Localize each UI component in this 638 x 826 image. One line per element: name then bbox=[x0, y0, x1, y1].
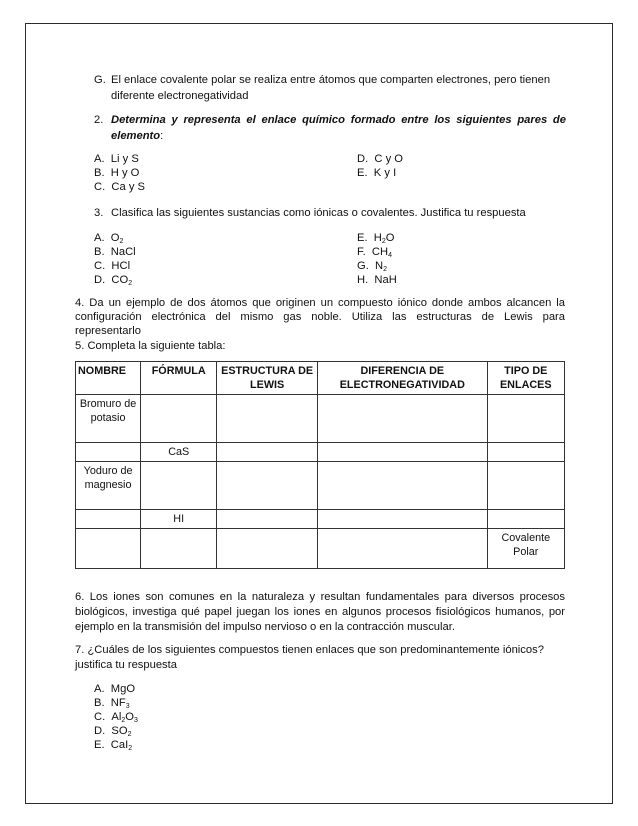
q3-option-g: G. $N_2$ bbox=[357, 260, 388, 273]
table-cell: CaS bbox=[141, 443, 217, 462]
table-cell bbox=[217, 529, 318, 569]
q4-line3: representarlo bbox=[75, 325, 141, 337]
q2-marker: 2. bbox=[94, 114, 104, 126]
q3-marker: 3. bbox=[94, 207, 104, 219]
item-g-line2: diferente electronegatividad bbox=[111, 90, 249, 102]
table-row bbox=[76, 462, 565, 510]
q7-line1: 7. ¿Cuáles de los siguientes compuestos tienen enlaces que son predominantemente iónicos? bbox=[75, 644, 544, 656]
table-row bbox=[76, 395, 565, 443]
table-cell bbox=[76, 443, 141, 462]
q7-option-e: E. CaI$_2$ bbox=[94, 739, 133, 752]
q2-option-b: B. H y O bbox=[94, 167, 140, 179]
table-cell bbox=[217, 462, 318, 510]
table-cell bbox=[217, 443, 318, 462]
q6-line2: biológicos, investiga qué papel juegan los iones en algunos procesos fisiológicos humanos, por bbox=[75, 606, 565, 618]
q2-instruction-line2: elemento bbox=[111, 130, 161, 142]
q2-instruction-line1: Determina y representa el enlace químico formado entre los siguientes pares de bbox=[111, 114, 566, 126]
table-header-cell: ESTRUCTURA DE LEWIS bbox=[217, 362, 318, 395]
q2-option-c: C. Ca y S bbox=[94, 181, 145, 193]
table-row bbox=[76, 529, 565, 569]
table-cell bbox=[487, 462, 564, 510]
table-cell: Bromuro de potasio bbox=[76, 395, 141, 443]
q3-option-d: D. $CO_2$ bbox=[94, 274, 133, 287]
item-g-line1: El enlace covalente polar se realiza entre átomos que comparten electrones, pero tienen bbox=[111, 74, 551, 86]
q6-line1: 6. Los iones son comunes en la naturaleza y resultan fundamentales para diversos procesos bbox=[75, 591, 565, 603]
q6-line3: ejemplo en la transmisión del impulso nervioso o en la contracción muscular. bbox=[75, 621, 455, 633]
table-cell bbox=[318, 510, 488, 529]
table-header-cell: TIPO DE ENLACES bbox=[487, 362, 564, 395]
table-cell bbox=[76, 510, 141, 529]
table-cell bbox=[76, 529, 141, 569]
table-cell bbox=[318, 395, 488, 443]
q4-line1: 4. Da un ejemplo de dos átomos que originen un compuesto iónico donde ambos alcancen la bbox=[75, 297, 565, 309]
table-row bbox=[76, 443, 565, 462]
table-cell bbox=[141, 395, 217, 443]
q5-instruction: 5. Completa la siguiente tabla: bbox=[75, 340, 226, 352]
q4-line2: configuración electrónica del mismo gas noble. Utiliza las estructuras de Lewis para bbox=[75, 311, 565, 323]
table-row bbox=[76, 510, 565, 529]
table-cell bbox=[318, 443, 488, 462]
table-cell: Covalente Polar bbox=[487, 529, 564, 569]
q2-trailing: : bbox=[160, 130, 164, 142]
q3-option-b: B. NaCl bbox=[94, 246, 136, 258]
q3-option-c: C. HCl bbox=[94, 260, 131, 272]
q2-option-a: A. Li y S bbox=[94, 153, 139, 165]
table-header-row bbox=[76, 362, 565, 395]
table-header-cell: NOMBRE bbox=[76, 362, 141, 395]
q3-option-e: E. $H_2O$ bbox=[357, 232, 395, 245]
table-header-cell: DIFERENCIA DE ELECTRONEGATIVIDAD bbox=[318, 362, 488, 395]
table-cell bbox=[141, 462, 217, 510]
q3-instruction: Clasifica las siguientes sustancias como iónicas o covalentes. Justifica tu respuesta bbox=[111, 207, 526, 219]
table-cell bbox=[487, 510, 564, 529]
q7-option-d: D. $SO_2$ bbox=[94, 725, 132, 738]
q2-option-d: D. C y O bbox=[357, 153, 403, 165]
table-cell bbox=[487, 443, 564, 462]
q7-option-b: B. $NF_3$ bbox=[94, 697, 130, 710]
table-cell bbox=[318, 462, 488, 510]
q7-option-a: A. MgO bbox=[94, 683, 136, 695]
table-cell bbox=[217, 395, 318, 443]
q2-option-e: E. K y I bbox=[357, 167, 397, 179]
element-table bbox=[75, 361, 565, 569]
q3-option-h: H. NaH bbox=[357, 274, 397, 286]
q7-option-c: C. $Al_2O_3$ bbox=[94, 711, 138, 724]
q3-option-a: A. $O_2$ bbox=[94, 232, 124, 245]
item-g-marker: G. bbox=[94, 74, 106, 86]
table-cell: Yoduro de magnesio bbox=[76, 462, 141, 510]
q7-line2: justifica tu respuesta bbox=[75, 659, 177, 671]
table-cell: HI bbox=[141, 510, 217, 529]
table-cell bbox=[141, 529, 217, 569]
table-cell bbox=[318, 529, 488, 569]
table-header-cell: FÓRMULA bbox=[141, 362, 217, 395]
table-cell bbox=[217, 510, 318, 529]
table-cell bbox=[487, 395, 564, 443]
q3-option-f: F. $CH_4$ bbox=[357, 246, 392, 259]
